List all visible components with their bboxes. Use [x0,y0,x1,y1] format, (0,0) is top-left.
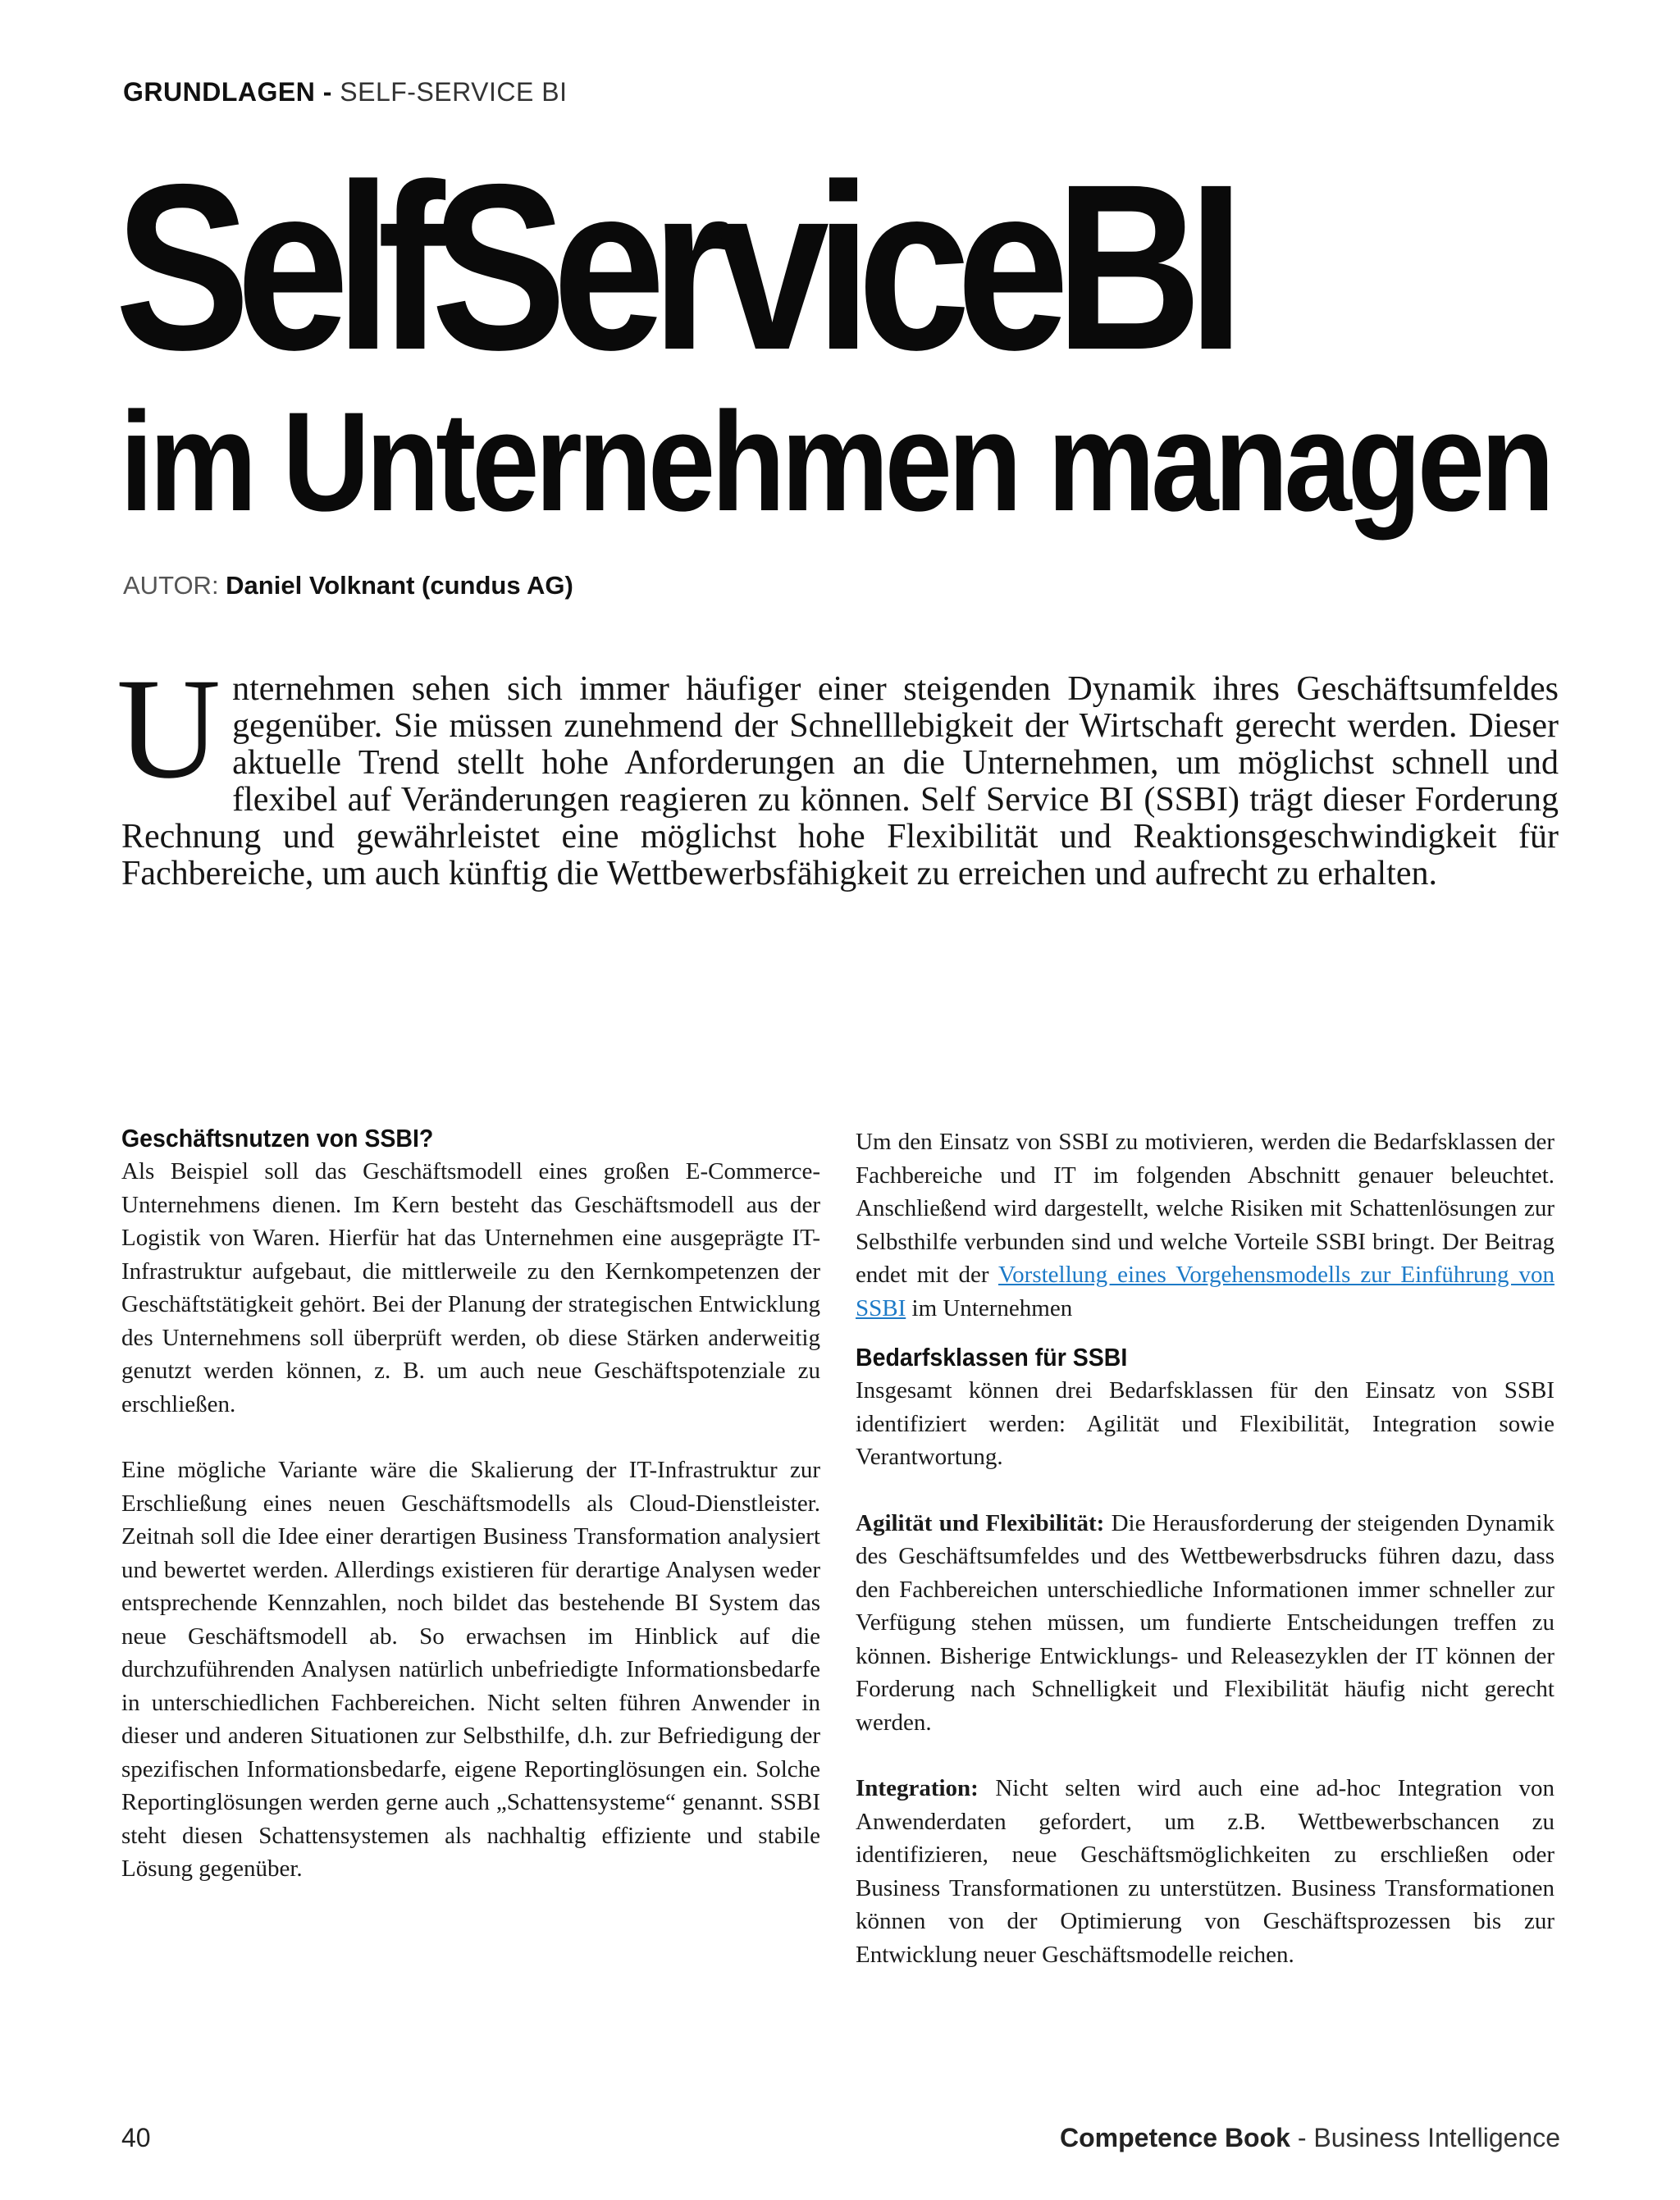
text-integration: Nicht selten wird auch eine ad-hoc Integration von Anwenderdaten gefordert, um z.B. Wettbewerbschancen zu identifizieren, neue Geschäftsmöglichkeiten zu erschließen oder Business Transformationen zu unterstützen. Business Transformationen können von der Optimierung von Geschäftsprozessen bis zur Entwicklung neuer Geschäftsmodelle reichen. [856,1775,1554,1968]
body-paragraph-intro [856,1125,1554,1325]
article-title: SelfServiceBI [115,135,1230,399]
body-paragraph: Eine mögliche Variante wäre die Skalierung der IT-Infrastruktur zur Erschließung eines neuen Geschäftsmodells als Cloud-Dienstleister. Zeitnah soll die Idee einer derartigen Business Transformation analysiert und bewertet werden. Allerdings existieren für derartige Analysen weder entsprechende Kennzahlen, noch bildet das bestehende BI System das neue Geschäftsmodell ab. So erwachsen im Hinblick auf die durchzuführenden Analysen natürlich unbefriedigte Informationsbedarfe in unterschiedlichen Fachbereichen. Nicht selten führen Anwender in dieser und anderen Situationen zur Selbsthilfe, d.h. zur Befriedigung der spezifischen Informationsbedarfe, eigene Reportinglösungen ein. Solche Reportinglösungen werden gerne auch „Schattensysteme“ genannt. SSBI steht diesen Schattensystemen als nachhaltig effiziente und stabile Lösung gegenüber. [121,1457,820,1882]
intro-text: nternehmen sehen sich immer häufiger einer steigenden Dynamik ihres Geschäftsumfeldes gegenüber. Sie müssen zunehmend der Schnelllebigkeit der Wirtschaft gerecht werden. Dieser aktuelle Trend stellt hohe Anforderungen an die Unternehmen, um möglichst schnell und flexibel auf Veränderungen reagieren zu können. Self Service BI (SSBI) trägt dieser Forderung Rechnung und gewährleistet eine möglichst hohe Flexibilität und Reaktionsgeschwindigkeit für Fachbereiche, um auch künftig die Wettbewerbsfähigkeit zu erreichen und aufrecht zu erhalten. [121,670,1559,892]
body-paragraph: Als Beispiel soll das Geschäftsmodell eines großen E-Commerce-Unternehmens dienen. Im Kern besteht das Geschäftsmodell aus der Logistik von Waren. Hierfür hat das Unternehmen eine ausgeprägte IT-Infrastruktur aufgebaut, die mittlerweile zu den Kernkompetenzen der Geschäftstätigkeit gehört. Bei der Planung der strategischen Entwicklung des Unternehmens soll überprüft werden, ob diese Stärken anderweitig genutzt werden können, z. B. um auch neue Geschäftspotenziale zu erschließen. [121,1158,820,1417]
byline [123,569,573,602]
body-paragraph: Insgesamt können drei Bedarfsklassen für den Einsatz von SSBI identifiziert werden: Agilität und Flexibilität, Integration sowie Verantwortung. [856,1377,1554,1470]
article-subtitle: im Unternehmen managen [120,383,1551,541]
intro-paragraph [116,649,1559,892]
intro-text-right: Um den Einsatz von SSBI zu motivieren, werden die Bedarfsklassen der Fachbereiche und IT im folgenden Abschnitt genauer beleuchtet. Anschließend wird dargestellt, welche Risiken mit Schattenlösungen zur Selbsthilfe verbunden sind und welche Vorteile SSBI bringt. Der Beitrag endet mit der [856,1129,1554,1288]
body-paragraph-agility [856,1507,1554,1740]
left-column [121,1122,820,1886]
body-paragraph-integration [856,1772,1554,1971]
brand-suffix: - Business Intelligence [1290,2123,1560,2152]
brand-name: Competence Book [1060,2123,1290,2152]
text-agility: Die Herausforderung der steigenden Dynamik des Geschäftsumfeldes und des Wettbewerbsdrucks führen dazu, dass den Fachbereichen unterschiedliche Informationen immer schneller zur Verfügung stehen müssen, um fundierte Entscheidungen treffen zu können. Bisherige Entwicklungs- und Releasezyklen der IT können der Forderung nach Schnelligkeit und Flexibilität häufig nicht gerecht werden. [856,1509,1554,1736]
section-topic: SELF-SERVICE BI [331,77,568,107]
section-heading-business-value: Geschäftsnutzen von SSBI? [121,1124,434,1152]
right-column [856,1125,1554,1971]
section-header [123,75,567,108]
footer-brand [1060,2123,1560,2153]
lead-agility: Agilität und Flexibilität: [856,1509,1105,1536]
page-number: 40 [121,2123,151,2152]
author-name: Daniel Volknant (cundus AG) [226,571,573,600]
section-heading-demand-classes: Bedarfsklassen für SSBI [856,1343,1128,1372]
intro-tail-right: im Unternehmen [906,1294,1073,1321]
byline-label: AUTOR: [123,571,226,600]
drop-cap: U [116,649,221,809]
section-label: GRUNDLAGEN - [123,77,332,107]
process-model-link[interactable]: Vorstellung eines Vorgehensmodells zur Einführung von SSBI [856,1262,1555,1321]
lead-integration: Integration: [856,1775,979,1801]
